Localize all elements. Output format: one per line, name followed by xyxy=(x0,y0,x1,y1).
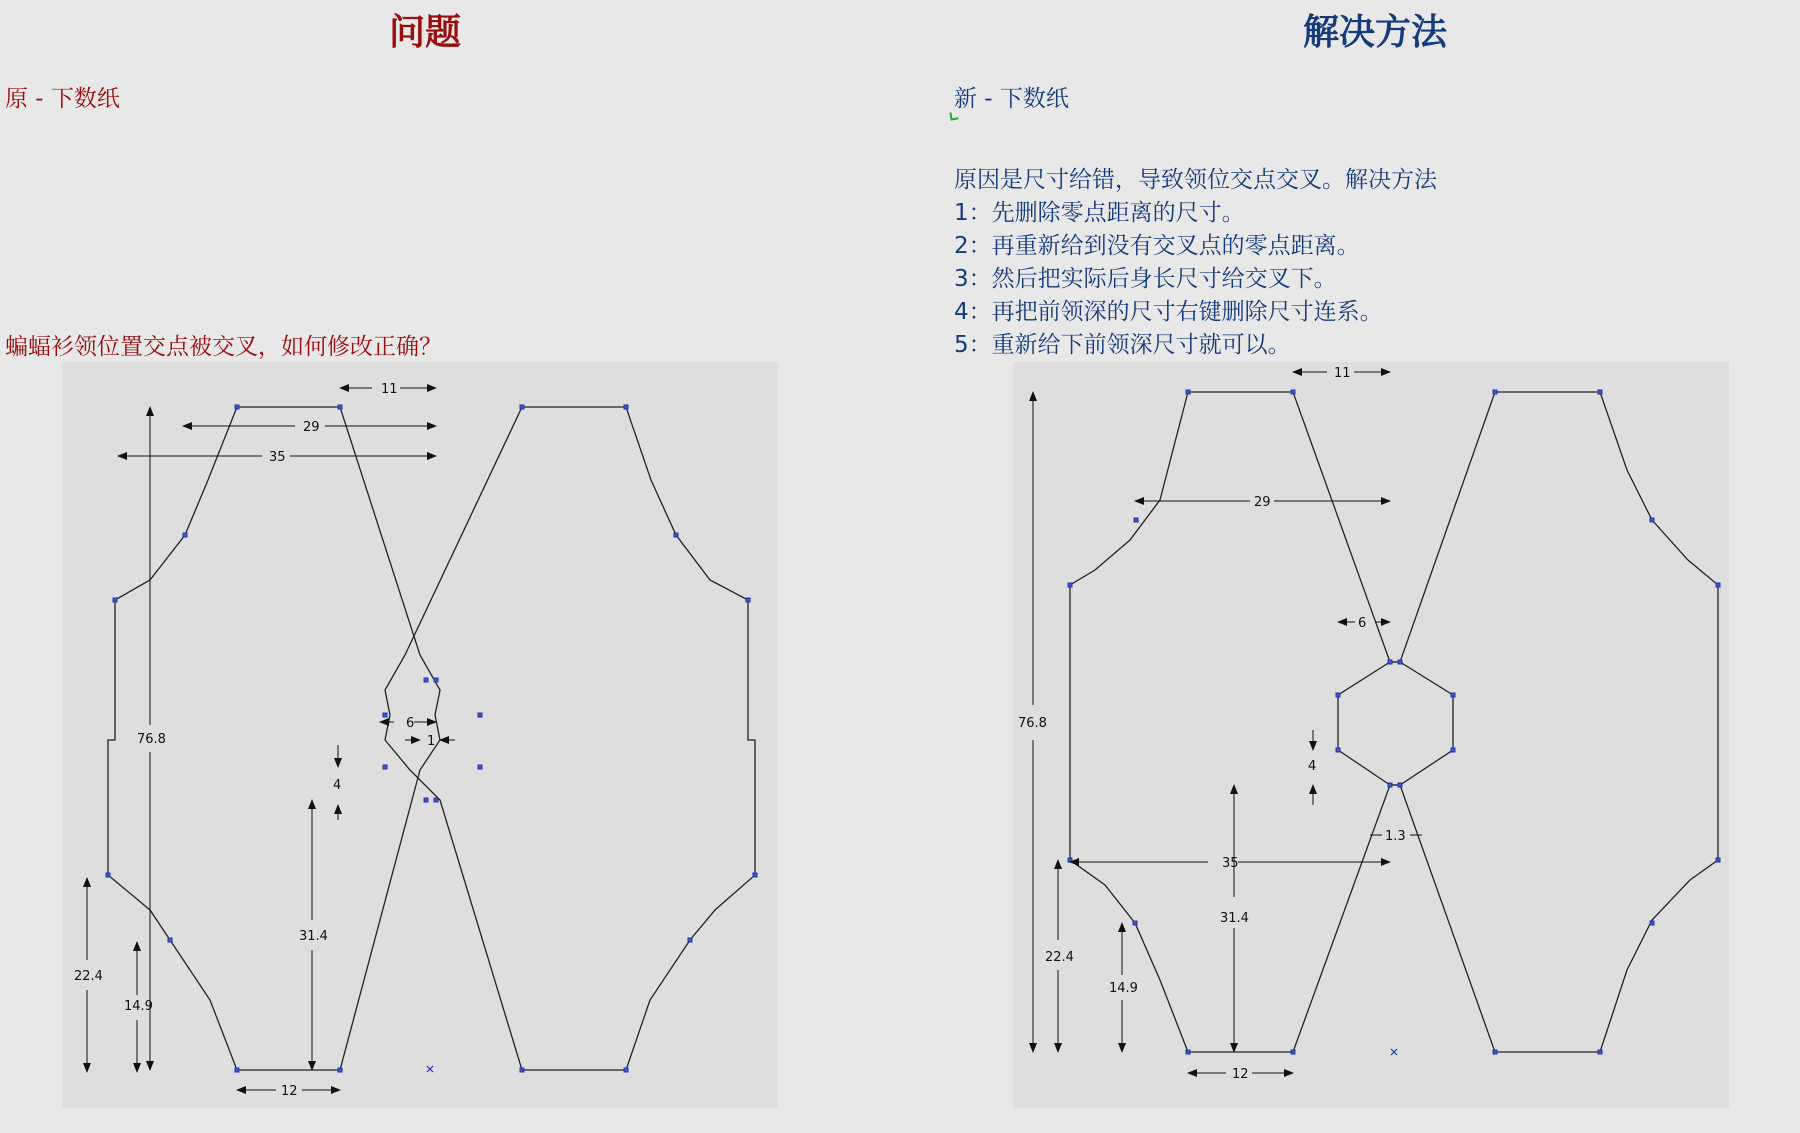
step-line: 5：重新给下前领深尺寸就可以。 xyxy=(954,332,1291,358)
new-subtitle: 新 - 下数纸 xyxy=(954,86,1069,112)
step-line: 4：再把前领深的尺寸右键删除尺寸连系。 xyxy=(954,299,1383,325)
dim-label: 22.4 xyxy=(1045,950,1074,965)
dim-label: 6 xyxy=(406,716,415,731)
problem-question: 蝙蝠衫领位置交点被交叉，如何修改正确？ xyxy=(5,334,442,360)
dim-label: 12 xyxy=(1232,1067,1249,1082)
problem-title: 问题 xyxy=(389,12,462,53)
new-vertices xyxy=(1068,390,1720,1054)
new-dimensions xyxy=(1033,372,1422,1073)
dim-label: 4 xyxy=(1308,759,1317,774)
step-line: 1：先删除零点距离的尺寸。 xyxy=(954,200,1245,226)
new-outline xyxy=(1070,392,1718,1052)
dim-label: 76.8 xyxy=(1018,716,1047,731)
dim-label: 35 xyxy=(1222,856,1239,871)
dim-label: 35 xyxy=(269,450,286,465)
green-tick-mark xyxy=(949,111,958,120)
dim-label: 11 xyxy=(1334,366,1351,381)
dim-label: 1 xyxy=(427,734,436,749)
step-line: 原因是尺寸给错，导致领位交点交叉。解决方法 xyxy=(954,167,1437,193)
solution-steps xyxy=(954,164,1437,362)
original-pattern-panel xyxy=(62,362,778,1108)
dim-label: 12 xyxy=(281,1084,298,1099)
dim-label: 1.3 xyxy=(1385,829,1406,844)
dim-label: 11 xyxy=(381,382,398,397)
new-pattern-panel xyxy=(1013,362,1729,1108)
new-pattern-diagram xyxy=(1013,362,1729,1108)
dim-label: 6 xyxy=(1358,616,1367,631)
dim-label: 29 xyxy=(1254,495,1271,510)
original-pattern-diagram xyxy=(62,362,778,1108)
step-line: 2：再重新给到没有交叉点的零点距离。 xyxy=(954,233,1360,259)
dim-label: 31.4 xyxy=(1220,911,1249,926)
dim-label: 14.9 xyxy=(1109,981,1138,996)
original-subtitle: 原 - 下数纸 xyxy=(5,86,120,112)
new-center-mark xyxy=(1391,1049,1397,1055)
original-center-mark xyxy=(427,1066,433,1072)
dim-label: 4 xyxy=(333,778,342,793)
dim-label: 14.9 xyxy=(124,999,153,1014)
dim-label: 31.4 xyxy=(299,929,328,944)
dim-label: 22.4 xyxy=(74,969,103,984)
solution-title: 解决方法 xyxy=(1303,12,1448,53)
dim-label: 76.8 xyxy=(137,732,166,747)
step-line: 3：然后把实际后身长尺寸给交叉下。 xyxy=(954,266,1337,292)
dim-label: 29 xyxy=(303,420,320,435)
